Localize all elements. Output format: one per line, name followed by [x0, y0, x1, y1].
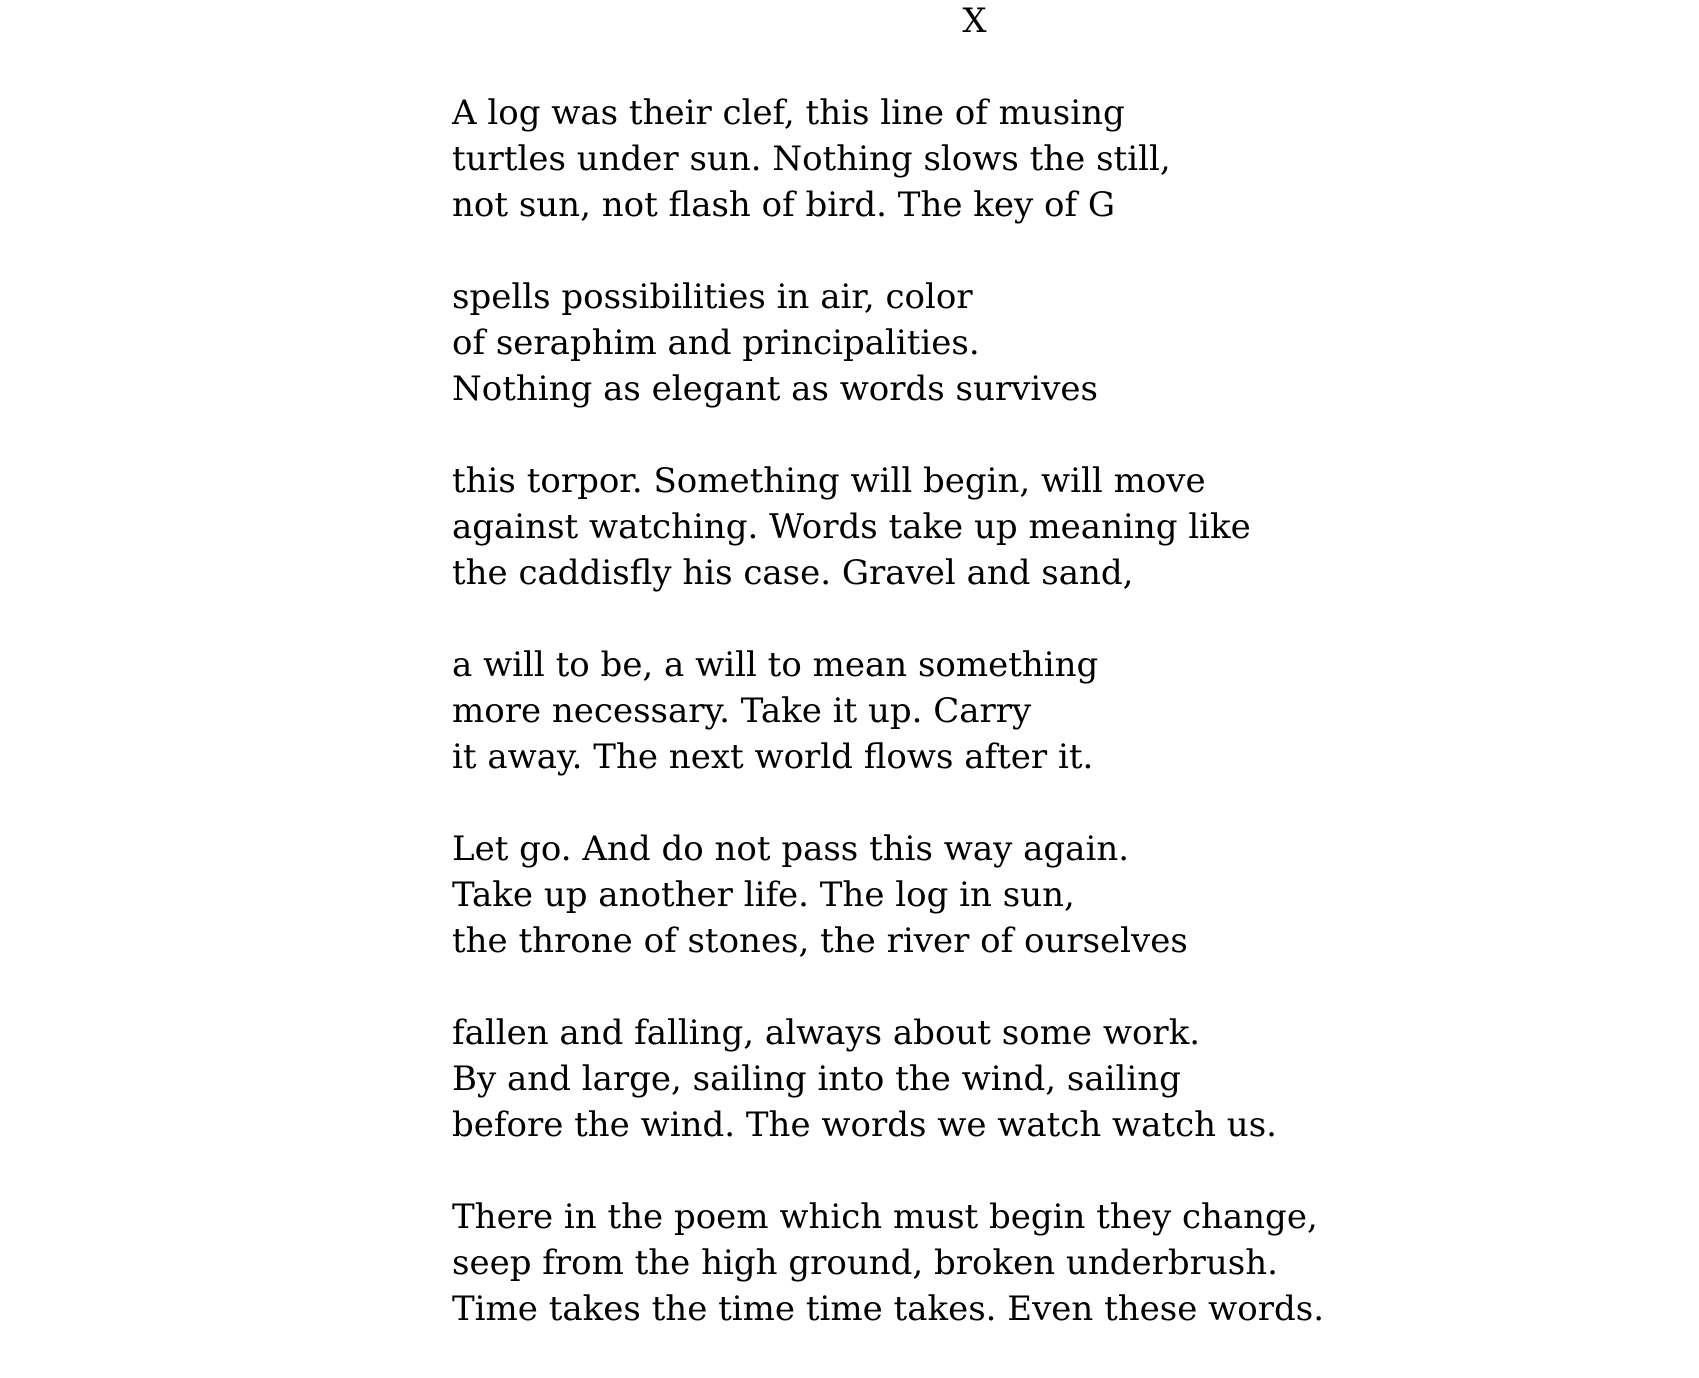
poem-line: fallen and falling, always about some work. [452, 1013, 1201, 1053]
poem-line: turtles under sun. Nothing slows the still, [452, 139, 1171, 179]
poem-line: By and large, sailing into the wind, sailing [452, 1059, 1181, 1099]
poem-line: before the wind. The words we watch watch us. [452, 1105, 1277, 1145]
poem-line: the caddisfly his case. Gravel and sand, [452, 553, 1134, 593]
poem-body [452, 90, 1652, 1378]
stanza-7 [452, 1194, 1652, 1332]
poem-line: Take up another life. The log in sun, [452, 875, 1075, 915]
poem-line: it away. The next world flows after it. [452, 737, 1094, 777]
poem-line: this torpor. Something will begin, will move [452, 461, 1206, 501]
stanza-6 [452, 1010, 1652, 1148]
poem-line: A log was their clef, this line of musing [452, 93, 1125, 133]
poem-line: not sun, not flash of bird. The key of G [452, 185, 1116, 225]
poem-line: more necessary. Take it up. Carry [452, 691, 1032, 731]
stanza-5 [452, 826, 1652, 964]
poem-title: X [962, 1, 987, 41]
stanza-4 [452, 642, 1652, 780]
stanza-1 [452, 90, 1652, 228]
stanza-2 [452, 274, 1652, 412]
poem-line: seep from the high ground, broken underbrush. [452, 1243, 1278, 1283]
poem-line: Let go. And do not pass this way again. [452, 829, 1130, 869]
poem-line: against watching. Words take up meaning like [452, 507, 1251, 547]
stanza-3 [452, 458, 1652, 596]
poem-line: of seraphim and principalities. [452, 323, 980, 363]
poem-line: Nothing as elegant as words survives [452, 369, 1098, 409]
poem-line: the throne of stones, the river of ourselves [452, 921, 1188, 961]
poem-line: There in the poem which must begin they change, [452, 1197, 1318, 1237]
poem-line: spells possibilities in air, color [452, 277, 973, 317]
poem-line: Time takes the time time takes. Even these words. [452, 1289, 1325, 1329]
poem-line: a will to be, a will to mean something [452, 645, 1099, 685]
